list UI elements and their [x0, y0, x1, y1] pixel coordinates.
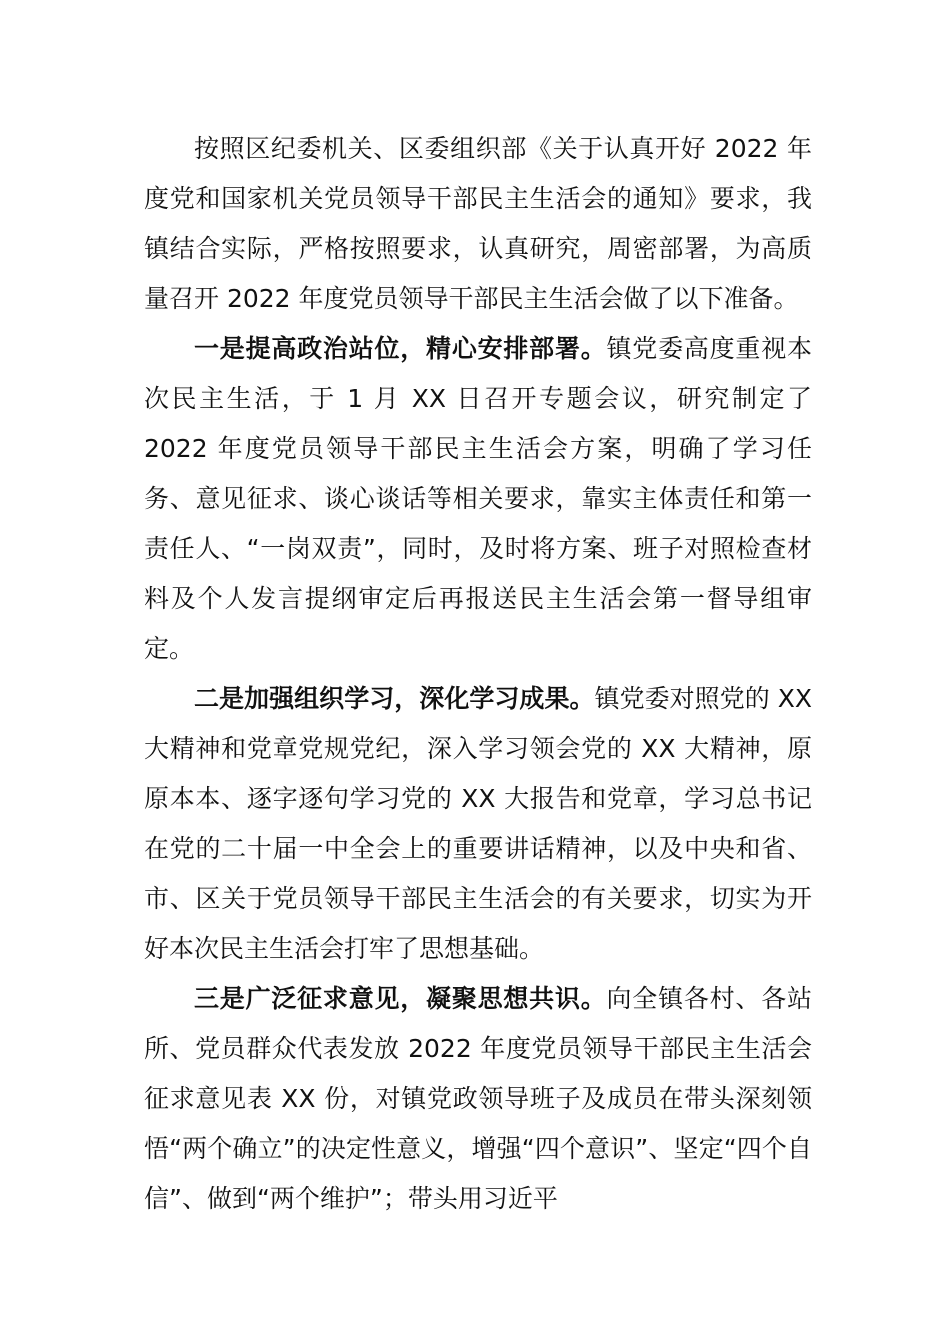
paragraph-point-1 — [144, 324, 812, 674]
paragraph-point-3 — [144, 974, 812, 1224]
paragraph-point-2-heading: 二是加强组织学习，深化学习成果。 — [194, 684, 595, 713]
paragraph-intro — [144, 124, 812, 324]
paragraph-intro-text: 按照区纪委机关、区委组织部《关于认真开好 2022 年度党和国家机关党员领导干部民主生活会的通知》要求，我镇结合实际，严格按照要求，认真研究，周密部署，为高质量召开 2022 年度党员领导干部民主生活会做了以下准备。 — [144, 134, 812, 313]
paragraph-point-2-text: 镇党委对照党的 XX 大精神和党章党规党纪，深入学习领会党的 XX 大精神，原原本本、逐字逐句学习党的 XX 大报告和党章，学习总书记在党的二十届一中全会上的重要讲话精神，以及中央和省、市、区关于党员领导干部民主生活会的有关要求，切实为开好本次民主生活会打牢了思想基础。 — [144, 684, 812, 963]
paragraph-point-3-heading: 三是广泛征求意见，凝聚思想共识。 — [194, 984, 607, 1013]
paragraph-point-1-text: 镇党委高度重视本次民主生活，于 1 月 XX 日召开专题会议，研究制定了 2022 年度党员领导干部民主生活会方案，明确了学习任务、意见征求、谈心谈话等相关要求，靠实主体责任和第一责任人、“一岗双责”，同时，及时将方案、班子对照检查材料及个人发言提纲审定后再报送民主生活会第一督导组审定。 — [144, 334, 812, 663]
paragraph-point-3-text: 向全镇各村、各站所、党员群众代表发放 2022 年度党员领导干部民主生活会征求意见表 XX 份，对镇党政领导班子及成员在带头深刻领悟“两个确立”的决定性意义，增强“四个意识”、坚定“四个自信”、做到“两个维护”；带头用习近平 — [144, 984, 812, 1213]
document-body — [144, 124, 812, 1224]
paragraph-point-1-heading: 一是提高政治站位，精心安排部署。 — [194, 334, 607, 363]
paragraph-point-2 — [144, 674, 812, 974]
